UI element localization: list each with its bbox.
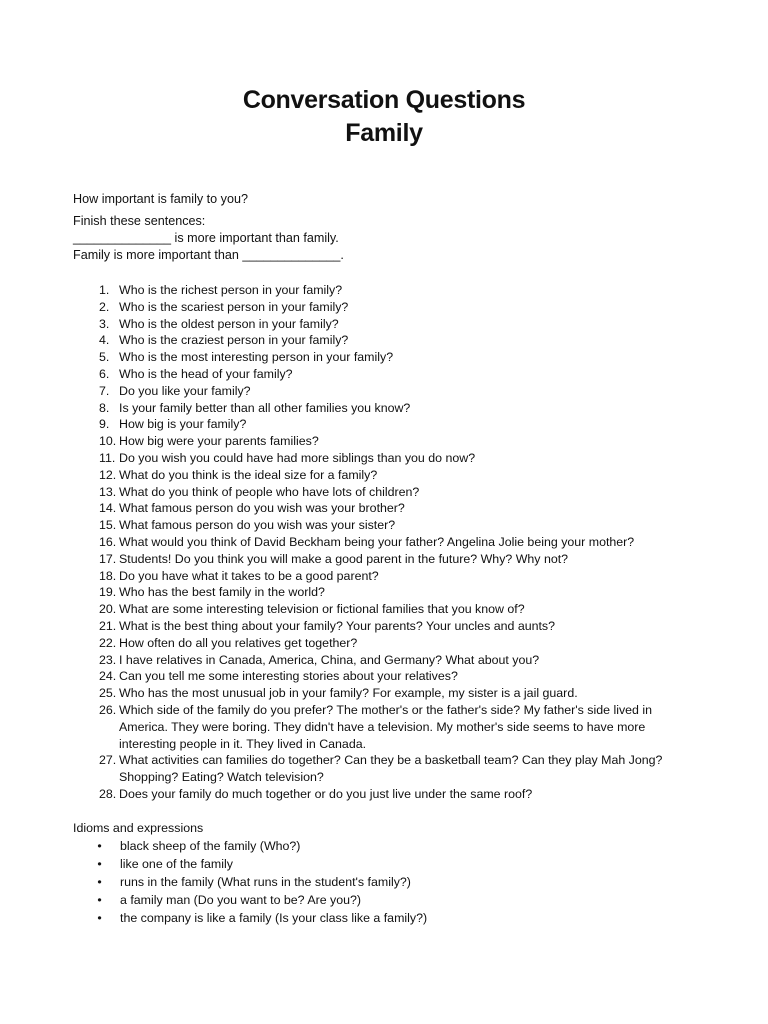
question-number: 26. [99, 702, 117, 717]
question-text: Who is the most interesting person in your family? [119, 350, 394, 365]
intro-section [73, 191, 713, 264]
question-item [73, 467, 693, 484]
idiom-text: runs in the family (What runs in the student's family?) [120, 875, 411, 889]
question-number: 5. [99, 350, 110, 365]
question-number: 17. [99, 551, 117, 566]
question-item [73, 551, 693, 568]
question-number: 1. [99, 283, 110, 297]
question-number: 4. [99, 333, 110, 348]
question-item [73, 568, 693, 585]
fill-sentence-2: Family is more important than ______________. [73, 248, 344, 262]
idiom-item [73, 909, 693, 927]
title-line-1: Conversation Questions [242, 86, 526, 114]
question-item [73, 601, 693, 618]
question-item [73, 517, 693, 534]
question-item [73, 349, 693, 366]
bullet-icon: • [97, 875, 102, 889]
question-text: How big were your parents families? [119, 434, 319, 449]
question-text: Who has the most unusual job in your family? For example, my sister is a jail guard. [119, 686, 578, 701]
question-item [73, 450, 693, 467]
question-item [73, 702, 693, 752]
question-number: 12. [99, 467, 117, 482]
question-text: Is your family better than all other families you know? [119, 400, 411, 415]
question-number: 28. [99, 786, 117, 801]
question-text: What do you think of people who have lots of children? [119, 484, 420, 499]
question-text: What is the best thing about your family? Your parents? Your uncles and aunts? [119, 618, 556, 633]
question-text: Who has the best family in the world? [119, 585, 325, 600]
question-text: What are some interesting television or fictional families that you know of? [119, 602, 525, 617]
question-number: 9. [99, 417, 110, 432]
question-text: Who is the head of your family? [119, 366, 293, 381]
page-title [0, 84, 768, 150]
question-item [73, 316, 693, 333]
question-number: 23. [99, 652, 117, 667]
question-item [73, 752, 693, 786]
question-list [73, 282, 693, 803]
question-number: 22. [99, 635, 117, 650]
idiom-list [73, 837, 693, 927]
question-item [73, 299, 693, 316]
question-item [73, 786, 693, 803]
question-item [73, 652, 693, 669]
question-number: 11. [99, 450, 116, 465]
bullet-icon: • [97, 893, 102, 907]
question-text: Do you wish you could have had more siblings than you do now? [119, 450, 476, 465]
question-text: How big is your family? [119, 417, 247, 432]
question-item [73, 282, 693, 299]
idiom-text: black sheep of the family (Who?) [120, 839, 301, 853]
question-text: What activities can families do together? Can they be a basketball team? Can they play Mah Jong? Shopping? Eating? Watch television? [119, 753, 663, 785]
title-line-2: Family [345, 119, 423, 147]
question-text: Does your family do much together or do you just live under the same roof? [119, 786, 533, 801]
question-text: Do you like your family? [119, 383, 251, 398]
idiom-text: the company is like a family (Is your class like a family?) [120, 911, 428, 925]
question-number: 2. [99, 299, 110, 314]
idiom-item [73, 873, 693, 891]
question-number: 16. [99, 534, 117, 549]
bullet-icon: • [97, 911, 102, 925]
question-number: 14. [99, 501, 117, 516]
question-text: What do you think is the ideal size for a family? [119, 467, 378, 482]
question-number: 25. [99, 686, 117, 701]
question-number: 10. [99, 434, 117, 449]
question-item [73, 400, 693, 417]
question-number: 18. [99, 568, 117, 583]
question-item [73, 433, 693, 450]
fill-sentence-1: ______________ is more important than family. [73, 231, 339, 245]
question-text: How often do all you relatives get together? [119, 635, 358, 650]
question-item [73, 635, 693, 652]
question-number: 20. [99, 602, 117, 617]
question-number: 21. [99, 618, 117, 633]
question-text: I have relatives in Canada, America, China, and Germany? What about you? [119, 652, 540, 667]
question-item [73, 332, 693, 349]
question-item [73, 383, 693, 400]
question-item [73, 416, 693, 433]
question-text: Can you tell me some interesting stories about your relatives? [119, 669, 458, 684]
bullet-icon: • [97, 857, 102, 871]
idiom-item [73, 837, 693, 855]
question-item [73, 534, 693, 551]
finish-label: Finish these sentences: [73, 214, 206, 228]
question-item [73, 668, 693, 685]
question-text: Who is the oldest person in your family? [119, 316, 339, 331]
idiom-item [73, 855, 693, 873]
question-item [73, 500, 693, 517]
question-number: 19. [99, 585, 117, 600]
question-text: Who is the scariest person in your family? [119, 299, 349, 314]
question-number: 3. [99, 316, 110, 331]
question-number: 15. [99, 518, 117, 533]
question-item [73, 366, 693, 383]
question-number: 27. [99, 753, 117, 768]
question-text: Who is the richest person in your family? [119, 283, 343, 297]
idiom-item [73, 891, 693, 909]
question-text: Students! Do you think you will make a good parent in the future? Why? Why not? [119, 551, 569, 566]
question-text: Which side of the family do you prefer? The mother's or the father's side? My father's side lived in America. They were boring. They didn't have a television. My mother's side seems to have more interesting people in it. They lived in Canada. [119, 702, 653, 751]
question-text: What famous person do you wish was your brother? [119, 501, 405, 516]
bullet-icon: • [97, 839, 102, 853]
idiom-text: like one of the family [120, 857, 233, 871]
question-text: Do you have what it takes to be a good parent? [119, 568, 379, 583]
idioms-heading: Idioms and expressions [73, 821, 204, 835]
question-item [73, 618, 693, 635]
question-text: What would you think of David Beckham being your father? Angelina Jolie being your mother? [119, 534, 635, 549]
question-item [73, 685, 693, 702]
question-item [73, 484, 693, 501]
question-number: 8. [99, 400, 110, 415]
question-item [73, 584, 693, 601]
question-text: What famous person do you wish was your sister? [119, 518, 396, 533]
intro-question: How important is family to you? [73, 192, 248, 206]
question-number: 6. [99, 366, 110, 381]
question-text: Who is the craziest person in your family? [119, 333, 349, 348]
question-number: 24. [99, 669, 117, 684]
question-number: 7. [99, 383, 110, 398]
idiom-text: a family man (Do you want to be? Are you?) [120, 893, 362, 907]
question-number: 13. [99, 484, 117, 499]
idioms-section [73, 819, 693, 927]
